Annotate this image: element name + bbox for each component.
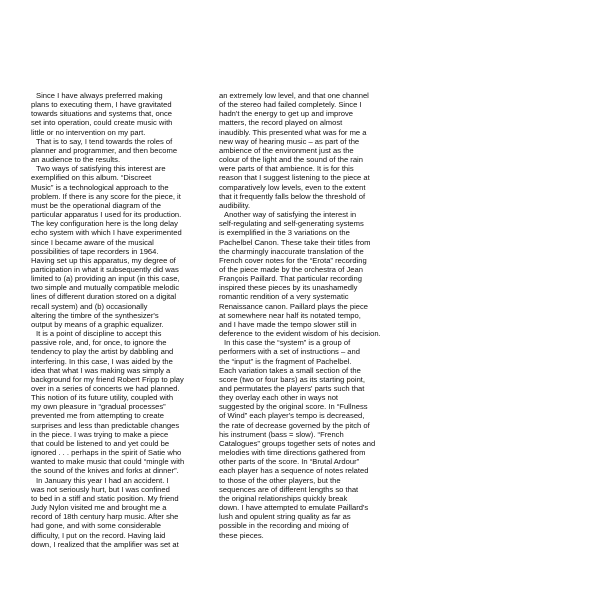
text-line: participation in what it subsequently did was bbox=[31, 264, 179, 274]
text-line: romantic rendition of a very systematic bbox=[219, 292, 349, 302]
text-line: in the piece. I was trying to make a piece bbox=[31, 429, 169, 439]
text-line: Another way of satisfying the interest in bbox=[224, 210, 357, 220]
text-line: melodies with time directions gathered from bbox=[219, 448, 366, 458]
text-line: his instrument (bass = slow). “French bbox=[219, 429, 344, 439]
text-line: altering the timbre of the synthesizer's bbox=[31, 310, 159, 320]
text-line: suggested by the original score. In “Fullness bbox=[219, 402, 368, 412]
text-line: possible in the recording and mixing of bbox=[219, 521, 349, 531]
text-line: down, I realized that the amplifier was set at bbox=[31, 539, 179, 549]
text-line: wanted to make music that could “mingle with bbox=[31, 457, 185, 467]
text-line: the charmingly inaccurate translation of the bbox=[219, 246, 364, 256]
text-line: Each variation takes a small section of the bbox=[219, 365, 361, 375]
text-line: two simple and mutually compatible melodic bbox=[31, 283, 180, 293]
text-line: the rate of decrease governed by the pitch of bbox=[219, 420, 370, 430]
text-line: an extremely low level, and that one channel bbox=[219, 91, 369, 100]
text-line: tendency to play the artist by dabbling and bbox=[31, 347, 174, 357]
left-text-column bbox=[31, 91, 219, 549]
text-line: was not seriously hurt, but I was confined bbox=[31, 484, 170, 494]
text-line: the sound of the knives and forks at dinner”. bbox=[31, 466, 179, 476]
text-line: limited to (a) providing an input (in this case, bbox=[31, 274, 180, 284]
text-line: background for my friend Robert Fripp to play bbox=[31, 374, 184, 384]
text-line: hadn't the energy to get up and improve bbox=[219, 109, 354, 119]
text-line: had gone, and with some considerable bbox=[31, 521, 162, 531]
text-line: towards situations and systems that, once bbox=[31, 109, 172, 119]
text-line: Two ways of satisfying this interest are bbox=[36, 164, 166, 174]
text-line: Pachelbel Canon. These take their titles from bbox=[219, 237, 371, 247]
text-line: they overlay each other in ways not bbox=[219, 393, 339, 403]
text-line: ignored . . . perhaps in the spirit of Satie who bbox=[31, 448, 182, 458]
text-line: of the stereo had failed completely. Since I bbox=[219, 100, 362, 110]
text-line: is exemplified in the 3 variations on the bbox=[219, 228, 350, 238]
text-line: record of 18th century harp music. After she bbox=[31, 512, 179, 522]
text-line: to those of the other players, but the bbox=[219, 475, 341, 485]
text-line: This notion of its future utility, coupled with bbox=[31, 393, 174, 403]
text-line: surprises and less than predictable changes bbox=[31, 420, 180, 430]
text-line: Catalogues” groups together sets of notes and bbox=[219, 438, 376, 448]
text-line: particular apparatus I used for its production. bbox=[31, 210, 182, 220]
text-line: comparatively low levels, even to the extent bbox=[219, 182, 366, 192]
text-line: François Paillard. That particular recording bbox=[219, 274, 362, 284]
text-line: The key configuration here is the long delay bbox=[31, 219, 178, 229]
text-line: Having set up this apparatus, my degree of bbox=[31, 255, 176, 265]
text-line: In this case the “system” is a group of bbox=[224, 338, 351, 348]
text-line: that it frequently falls below the threshold of bbox=[219, 191, 366, 201]
text-line: possibilities of tape recorders in 1964. bbox=[31, 246, 159, 256]
text-line: echo system with which I have experimented bbox=[31, 228, 182, 238]
text-line: Renaissance canon. Paillard plays the piece bbox=[219, 301, 369, 311]
text-line: ambience of the environment just as the bbox=[219, 145, 354, 155]
text-line: my own pleasure in “gradual processes” bbox=[31, 402, 166, 412]
text-line: of the piece made by the orchestra of Jean bbox=[219, 264, 363, 274]
text-line: Since I have always preferred making bbox=[36, 91, 163, 100]
text-line: idea that what I was making was simply a bbox=[31, 365, 171, 375]
text-line: lush and opulent string quality as far as bbox=[219, 512, 351, 522]
text-line: sequences are of different lengths so that bbox=[219, 484, 359, 494]
text-line: since I became aware of the musical bbox=[31, 237, 154, 247]
text-line: Judy Nylon visited me and brought me a bbox=[31, 503, 167, 513]
text-line: output by means of a graphic equalizer. bbox=[31, 319, 164, 329]
text-line: deference to the evident wisdom of his decision. bbox=[219, 329, 381, 339]
text-line: recall system) and (b) occasionally bbox=[31, 301, 148, 311]
text-line: French cover notes for the “Erota” recording bbox=[219, 255, 367, 265]
text-line: audibility. bbox=[219, 200, 251, 210]
text-line: colour of the light and the sound of the rain bbox=[219, 155, 363, 165]
text-line: score (two or four bars) as its starting point, bbox=[219, 374, 366, 384]
text-line: performers with a set of instructions – and bbox=[219, 347, 360, 357]
text-line: prevented me from attempting to create bbox=[31, 411, 164, 421]
text-line: lines of different duration stored on a digital bbox=[31, 292, 177, 302]
text-line: over in a series of concerts we had planned. bbox=[31, 384, 180, 393]
text-line: and I have made the tempo slower still in bbox=[219, 319, 357, 329]
right-text-column bbox=[219, 91, 393, 540]
text-line: self-regulating and self-generating systems bbox=[219, 219, 364, 229]
text-line: matters, the record played on almost bbox=[219, 118, 343, 128]
text-line: at somewhere near half its notated tempo, bbox=[219, 310, 361, 320]
text-line: that could be listened to and yet could be bbox=[31, 438, 170, 448]
text-line: to bed in a stiff and static position. My friend bbox=[31, 493, 179, 503]
text-line: these pieces. bbox=[219, 530, 264, 540]
text-line: the “input” is the fragment of Pachelbel. bbox=[219, 356, 352, 366]
text-line: In January this year I had an accident. I bbox=[36, 475, 169, 485]
text-line: were parts of that ambience. It is for this bbox=[219, 164, 354, 174]
text-line: little or no intervention on my part. bbox=[31, 127, 146, 137]
text-line: Music” is a technological approach to the bbox=[31, 182, 169, 192]
text-line: an audience to the results. bbox=[31, 155, 121, 165]
text-line: must be the operational diagram of the bbox=[31, 200, 162, 210]
text-line: passive role, and, for once, to ignore the bbox=[31, 338, 167, 348]
text-line: and permutates the players' parts such that bbox=[219, 384, 365, 393]
text-line: inaudibly. This presented what was for me a bbox=[219, 127, 367, 137]
text-line: exemplified on this album. “Discreet bbox=[31, 173, 152, 183]
text-line: It is a point of discipline to accept this bbox=[36, 329, 162, 339]
text-line: plans to executing them, I have gravitated bbox=[31, 100, 172, 110]
text-line: down. I have attempted to emulate Paillard's bbox=[219, 503, 369, 513]
text-line: interfering. In this case, I was aided by the bbox=[31, 356, 173, 366]
text-line: reason that I suggest listening to the piece at bbox=[219, 173, 370, 183]
text-line: That is to say, I tend towards the roles of bbox=[36, 136, 173, 146]
text-line: the original relationships quickly break bbox=[219, 493, 348, 503]
text-line: new way of hearing music – as part of the bbox=[219, 136, 360, 146]
text-line: inspired these pieces by its unashamedly bbox=[219, 283, 358, 293]
text-line: each player has a sequence of notes related bbox=[219, 466, 369, 476]
text-line: problem. If there is any score for the piece, it bbox=[31, 191, 181, 201]
text-line: set into operation, could create music with bbox=[31, 118, 173, 128]
text-line: difficulty, I put on the record. Having laid bbox=[31, 530, 166, 540]
text-line: planner and programmer, and then become bbox=[31, 145, 178, 155]
text-line: of Wind” each player's tempo is decreased, bbox=[219, 411, 365, 421]
text-line: other parts of the score. In “Brutal Ardour” bbox=[219, 457, 360, 467]
